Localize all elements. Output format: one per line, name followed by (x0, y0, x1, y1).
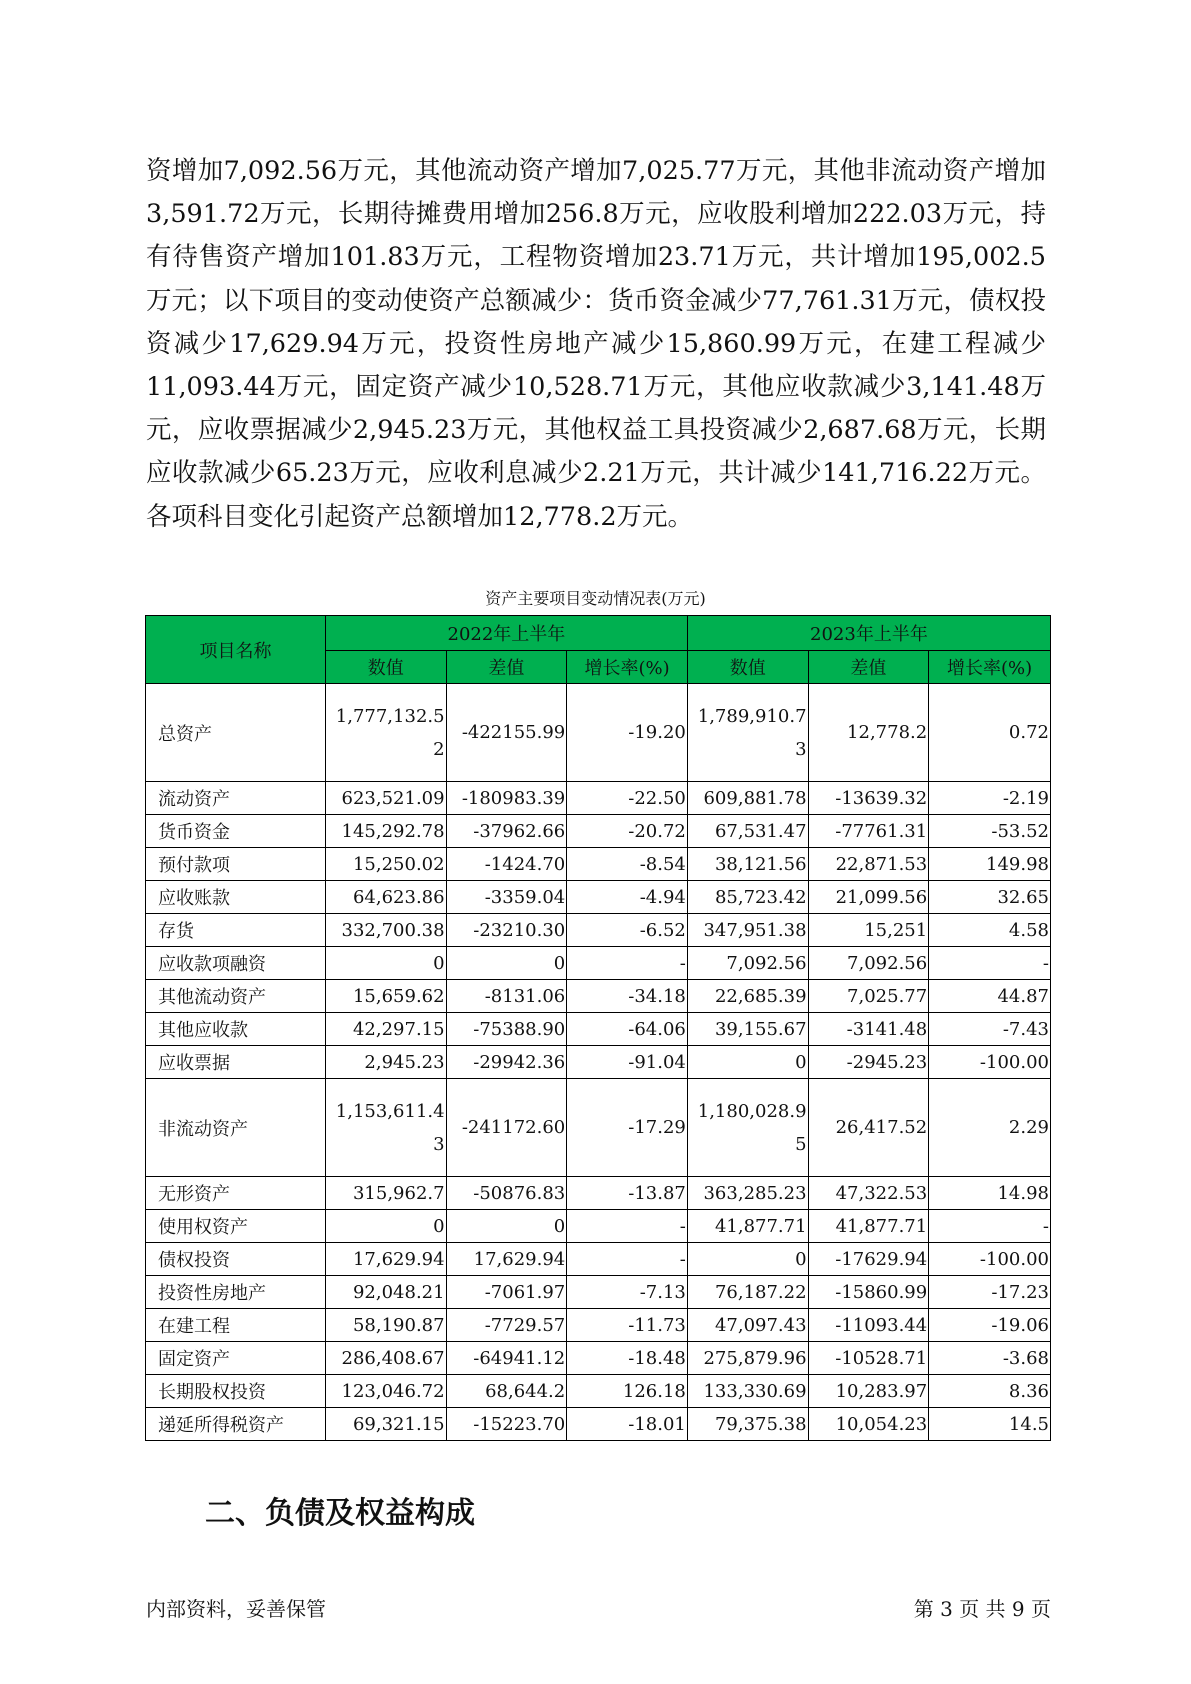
cell-g2: - (929, 947, 1051, 980)
cell-v1: 15,250.02 (325, 848, 446, 881)
cell-v2: 0 (687, 1243, 808, 1276)
cell-d1: -29942.36 (446, 1046, 567, 1079)
cell-g2: 2.29 (929, 1079, 1051, 1177)
cell-d2: -10528.71 (808, 1342, 929, 1375)
cell-d1: -64941.12 (446, 1342, 567, 1375)
cell-v1: 286,408.67 (325, 1342, 446, 1375)
table-row (146, 881, 1051, 914)
row-item-name: 应收票据 (146, 1046, 326, 1079)
cell-g2: -19.06 (929, 1309, 1051, 1342)
cell-d2: -15860.99 (808, 1276, 929, 1309)
cell-g1: - (567, 947, 688, 980)
cell-g2: -3.68 (929, 1342, 1051, 1375)
cell-g2: -2.19 (929, 782, 1051, 815)
cell-g1: - (567, 1210, 688, 1243)
cell-d2: 12,778.2 (808, 684, 929, 782)
cell-v2: 67,531.47 (687, 815, 808, 848)
body-paragraph: 资增加7,092.56万元，其他流动资产增加7,025.77万元，其他非流动资产增加3,591.72万元，长期待摊费用增加256.8万元，应收股利增加222.03万元，持有待售资产增加101.83万元，工程物资增加23.71万元，共计增加195,002.5万元；以下项目的变动使资产总额减少：货币资金减少77,761.31万元，债权投资减少17,629.94万元，投资性房地产减少15,860.99万元，在建工程减少11,093.44万元，固定资产减少10,528.71万元，其他应收款减少3,141.48万元，应收票据减少2,945.23万元，其他权益工具投资减少2,687.68万元，长期应收款减少65.23万元，应收利息减少2.21万元，共计减少141,716.22万元。各项科目变化引起资产总额增加12,778.2万元。 (146, 156, 1046, 532)
cell-v1: 0 (325, 947, 446, 980)
table-row (146, 1013, 1051, 1046)
cell-d1: -422155.99 (446, 684, 567, 782)
cell-d1: -50876.83 (446, 1177, 567, 1210)
table-row (146, 1210, 1051, 1243)
section-heading: 二、负债及权益构成 (205, 1496, 475, 1531)
cell-d2: 7,025.77 (808, 980, 929, 1013)
cell-v1: 332,700.38 (325, 914, 446, 947)
cell-d2: 22,871.53 (808, 848, 929, 881)
row-item-name: 预付款项 (146, 848, 326, 881)
table-row (146, 1177, 1051, 1210)
cell-g1: -13.87 (567, 1177, 688, 1210)
header-diff-2022: 差值 (446, 651, 567, 684)
cell-g1: -18.48 (567, 1342, 688, 1375)
cell-d2: -3141.48 (808, 1013, 929, 1046)
cell-g1: 126.18 (567, 1375, 688, 1408)
row-item-name: 货币资金 (146, 815, 326, 848)
cell-g1: -19.20 (567, 684, 688, 782)
cell-v2: 347,951.38 (687, 914, 808, 947)
cell-v1: 42,297.15 (325, 1013, 446, 1046)
cell-v2: 133,330.69 (687, 1375, 808, 1408)
row-item-name: 应收账款 (146, 881, 326, 914)
cell-d1: -3359.04 (446, 881, 567, 914)
cell-v2: 76,187.22 (687, 1276, 808, 1309)
cell-v2: 47,097.43 (687, 1309, 808, 1342)
cell-d1: -8131.06 (446, 980, 567, 1013)
cell-v1: 17,629.94 (325, 1243, 446, 1276)
cell-v1: 58,190.87 (325, 1309, 446, 1342)
cell-g1: -34.18 (567, 980, 688, 1013)
cell-d1: -75388.90 (446, 1013, 567, 1046)
cell-d1: 0 (446, 947, 567, 980)
row-item-name: 使用权资产 (146, 1210, 326, 1243)
cell-d1: -180983.39 (446, 782, 567, 815)
table-row (146, 1079, 1051, 1177)
cell-d2: -17629.94 (808, 1243, 929, 1276)
cell-v1: 69,321.15 (325, 1408, 446, 1441)
cell-d1: 0 (446, 1210, 567, 1243)
cell-v1: 315,962.7 (325, 1177, 446, 1210)
cell-v1: 1,153,611.43 (325, 1079, 446, 1177)
cell-v2: 41,877.71 (687, 1210, 808, 1243)
header-growth-2022: 增长率(%) (567, 651, 688, 684)
cell-v1: 123,046.72 (325, 1375, 446, 1408)
row-item-name: 非流动资产 (146, 1079, 326, 1177)
cell-v2: 1,789,910.73 (687, 684, 808, 782)
cell-d2: 10,283.97 (808, 1375, 929, 1408)
table-row (146, 914, 1051, 947)
cell-d1: -1424.70 (446, 848, 567, 881)
row-item-name: 在建工程 (146, 1309, 326, 1342)
header-diff-2023: 差值 (808, 651, 929, 684)
row-item-name: 递延所得税资产 (146, 1408, 326, 1441)
cell-d2: -13639.32 (808, 782, 929, 815)
cell-v2: 85,723.42 (687, 881, 808, 914)
cell-v1: 1,777,132.52 (325, 684, 446, 782)
cell-g2: 0.72 (929, 684, 1051, 782)
header-period-2023: 2023年上半年 (687, 616, 1050, 651)
table-row (146, 1408, 1051, 1441)
footer-confidential: 内部资料，妥善保管 (146, 1597, 326, 1621)
cell-g1: -8.54 (567, 848, 688, 881)
cell-v1: 145,292.78 (325, 815, 446, 848)
cell-d2: 15,251 (808, 914, 929, 947)
cell-v2: 363,285.23 (687, 1177, 808, 1210)
table-row (146, 980, 1051, 1013)
cell-d1: -7729.57 (446, 1309, 567, 1342)
cell-v2: 7,092.56 (687, 947, 808, 980)
table-row (146, 947, 1051, 980)
cell-d2: 21,099.56 (808, 881, 929, 914)
cell-g1: -91.04 (567, 1046, 688, 1079)
row-item-name: 投资性房地产 (146, 1276, 326, 1309)
cell-d2: -77761.31 (808, 815, 929, 848)
cell-g2: 14.5 (929, 1408, 1051, 1441)
row-item-name: 固定资产 (146, 1342, 326, 1375)
cell-g2: -100.00 (929, 1046, 1051, 1079)
header-item-name: 项目名称 (146, 616, 326, 684)
table-row (146, 1309, 1051, 1342)
table-row (146, 1243, 1051, 1276)
cell-d2: -2945.23 (808, 1046, 929, 1079)
table-body (146, 684, 1051, 1441)
cell-v1: 2,945.23 (325, 1046, 446, 1079)
cell-v1: 92,048.21 (325, 1276, 446, 1309)
header-growth-2023: 增长率(%) (929, 651, 1051, 684)
table-row (146, 782, 1051, 815)
cell-g1: -18.01 (567, 1408, 688, 1441)
cell-d1: -7061.97 (446, 1276, 567, 1309)
header-value-2023: 数值 (687, 651, 808, 684)
table-row (146, 848, 1051, 881)
row-item-name: 总资产 (146, 684, 326, 782)
cell-g2: - (929, 1210, 1051, 1243)
cell-g2: 14.98 (929, 1177, 1051, 1210)
cell-d1: -23210.30 (446, 914, 567, 947)
cell-v2: 79,375.38 (687, 1408, 808, 1441)
row-item-name: 债权投资 (146, 1243, 326, 1276)
cell-d1: 17,629.94 (446, 1243, 567, 1276)
cell-g2: 4.58 (929, 914, 1051, 947)
header-period-2022: 2022年上半年 (325, 616, 687, 651)
asset-change-table (145, 615, 1051, 1441)
cell-g1: -22.50 (567, 782, 688, 815)
cell-g2: 8.36 (929, 1375, 1051, 1408)
cell-d1: -37962.66 (446, 815, 567, 848)
cell-v1: 0 (325, 1210, 446, 1243)
cell-d2: 10,054.23 (808, 1408, 929, 1441)
cell-g2: -7.43 (929, 1013, 1051, 1046)
cell-g1: -20.72 (567, 815, 688, 848)
cell-v2: 609,881.78 (687, 782, 808, 815)
cell-g1: - (567, 1243, 688, 1276)
cell-g2: -17.23 (929, 1276, 1051, 1309)
cell-d2: 41,877.71 (808, 1210, 929, 1243)
table-caption: 资产主要项目变动情况表(万元) (485, 589, 706, 608)
row-item-name: 长期股权投资 (146, 1375, 326, 1408)
table-row (146, 1342, 1051, 1375)
cell-g1: -7.13 (567, 1276, 688, 1309)
cell-v2: 1,180,028.95 (687, 1079, 808, 1177)
cell-g2: 32.65 (929, 881, 1051, 914)
cell-v2: 39,155.67 (687, 1013, 808, 1046)
cell-d1: -15223.70 (446, 1408, 567, 1441)
header-value-2022: 数值 (325, 651, 446, 684)
cell-d2: 47,322.53 (808, 1177, 929, 1210)
cell-v1: 15,659.62 (325, 980, 446, 1013)
table-row (146, 1276, 1051, 1309)
cell-g2: -53.52 (929, 815, 1051, 848)
cell-d2: 26,417.52 (808, 1079, 929, 1177)
cell-v1: 623,521.09 (325, 782, 446, 815)
cell-g1: -64.06 (567, 1013, 688, 1046)
cell-g1: -11.73 (567, 1309, 688, 1342)
row-item-name: 无形资产 (146, 1177, 326, 1210)
row-item-name: 其他流动资产 (146, 980, 326, 1013)
table-row (146, 1375, 1051, 1408)
cell-d2: -11093.44 (808, 1309, 929, 1342)
cell-g2: 149.98 (929, 848, 1051, 881)
cell-d2: 7,092.56 (808, 947, 929, 980)
row-item-name: 存货 (146, 914, 326, 947)
cell-d1: 68,644.2 (446, 1375, 567, 1408)
cell-d1: -241172.60 (446, 1079, 567, 1177)
footer-page-number: 第 3 页 共 9 页 (913, 1597, 1051, 1621)
table-row (146, 684, 1051, 782)
cell-g1: -4.94 (567, 881, 688, 914)
table-row (146, 1046, 1051, 1079)
row-item-name: 其他应收款 (146, 1013, 326, 1046)
row-item-name: 应收款项融资 (146, 947, 326, 980)
cell-g2: 44.87 (929, 980, 1051, 1013)
cell-g1: -17.29 (567, 1079, 688, 1177)
cell-v2: 22,685.39 (687, 980, 808, 1013)
cell-v2: 275,879.96 (687, 1342, 808, 1375)
row-item-name: 流动资产 (146, 782, 326, 815)
cell-v1: 64,623.86 (325, 881, 446, 914)
cell-g1: -6.52 (567, 914, 688, 947)
cell-v2: 38,121.56 (687, 848, 808, 881)
cell-g2: -100.00 (929, 1243, 1051, 1276)
table-row (146, 815, 1051, 848)
cell-v2: 0 (687, 1046, 808, 1079)
